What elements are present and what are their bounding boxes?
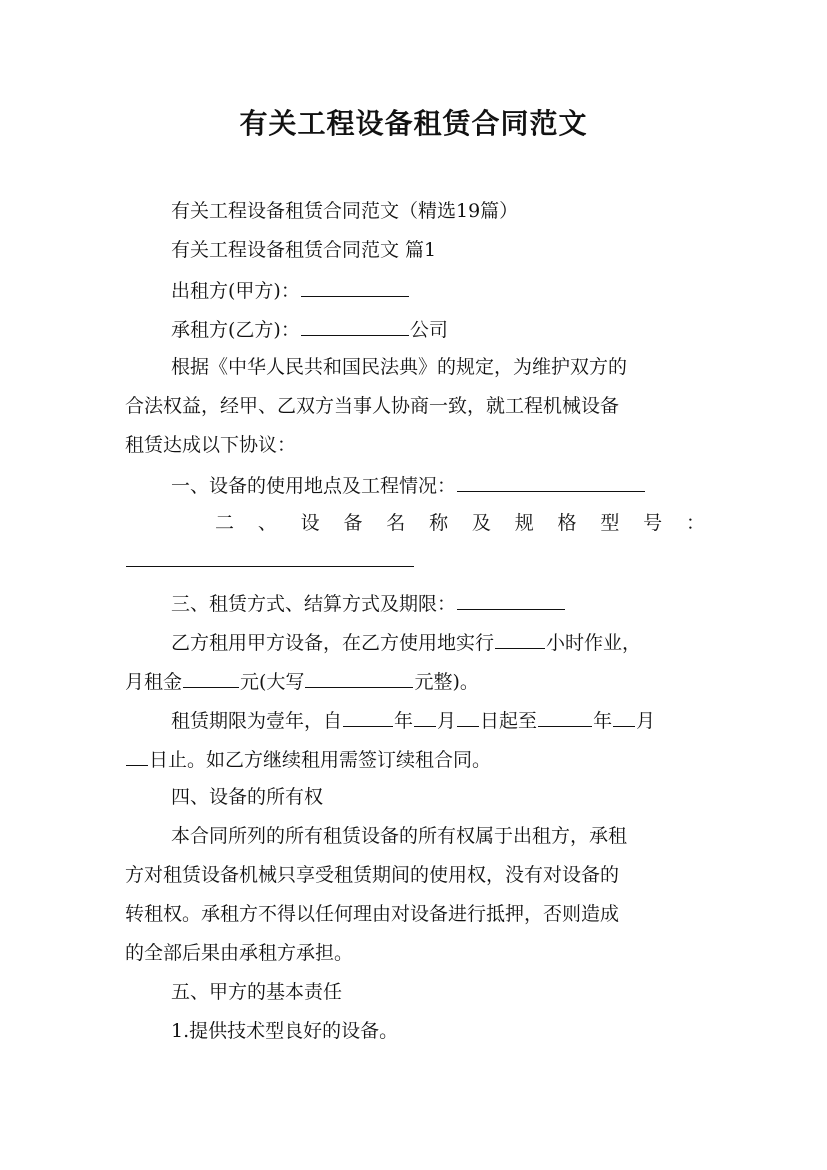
blank-field	[457, 589, 565, 610]
blank-field	[183, 667, 239, 688]
lessee-label: 承租方(乙方)：	[171, 319, 300, 341]
section-heading: 五、甲方的基本责任	[171, 981, 343, 1003]
heading-char: 、	[257, 512, 277, 534]
heading-char: 格	[557, 512, 577, 534]
blank-field	[301, 315, 409, 336]
text-run: 年	[394, 710, 414, 732]
heading-char: 号	[643, 512, 663, 534]
heading-char: 二	[215, 512, 235, 534]
paragraph-line	[125, 315, 705, 343]
blank-field	[126, 745, 148, 766]
section-heading: 三、租赁方式、结算方式及期限：	[171, 593, 457, 615]
paragraph-line: 租赁达成以下协议：	[125, 434, 297, 456]
blank-field	[457, 706, 479, 727]
text-run: 日起至	[480, 710, 538, 732]
text-run: 元(大写	[240, 671, 305, 693]
document-title: 有关工程设备租赁合同范文	[239, 107, 588, 140]
text-run: 小时作业，	[546, 632, 642, 654]
text-run: 月	[437, 710, 457, 732]
paragraph-line	[125, 706, 705, 734]
text-run: 月	[636, 710, 656, 732]
paragraph-line: 根据《中华人民共和国民法典》的规定，为维护双方的	[171, 356, 628, 378]
heading-char: 及	[471, 512, 491, 534]
heading-char: 规	[514, 512, 534, 534]
blank-field	[414, 706, 436, 727]
text-run: 月租金	[125, 671, 183, 693]
paragraph-line: 本合同所列的所有租赁设备的所有权属于出租方，承租	[171, 825, 628, 847]
section-heading: 一、设备的使用地点及工程情况：	[171, 475, 457, 497]
blank-field	[613, 706, 635, 727]
paragraph-line	[125, 667, 705, 695]
paragraph-line	[125, 471, 705, 499]
paragraph-line: 1.提供技术型良好的设备。	[171, 1020, 399, 1042]
text-run: 租赁期限为壹年，自	[171, 710, 343, 732]
paragraph-line: 的全部后果由承租方承担。	[125, 942, 354, 964]
paragraph-line	[125, 589, 705, 617]
blank-field	[305, 667, 413, 688]
blank-field	[457, 471, 645, 492]
blank-field	[538, 706, 592, 727]
blank-field	[301, 276, 409, 297]
lessor-label: 出租方(甲方)：	[171, 280, 300, 302]
company-suffix: 公司	[409, 319, 448, 341]
section-heading: 四、设备的所有权	[171, 786, 324, 808]
paragraph-line: 转租权。承租方不得以任何理由对设备进行抵押，否则造成	[125, 903, 620, 925]
heading-char: 设	[300, 512, 320, 534]
heading-char: 名	[386, 512, 406, 534]
spread-heading-line	[125, 510, 705, 536]
blank-field	[495, 628, 545, 649]
text-run: 日止。如乙方继续租用需签订续租合同。	[149, 749, 492, 771]
paragraph-line	[125, 546, 705, 574]
heading-char: 型	[600, 512, 620, 534]
heading-char: 称	[429, 512, 449, 534]
paragraph-line: 有关工程设备租赁合同范文 篇1	[171, 239, 437, 261]
blank-field	[126, 546, 414, 567]
heading-char: ：	[685, 512, 705, 534]
text-run: 年	[593, 710, 613, 732]
text-run: 元整)。	[414, 671, 479, 693]
paragraph-line	[125, 276, 705, 304]
paragraph-line	[125, 745, 705, 773]
paragraph-line	[125, 628, 705, 656]
text-run: 乙方租用甲方设备，在乙方使用地实行	[171, 632, 495, 654]
blank-field	[343, 706, 393, 727]
paragraph-line: 合法权益，经甲、乙双方当事人协商一致，就工程机械设备	[125, 395, 620, 417]
heading-char: 备	[343, 512, 363, 534]
paragraph-line: 有关工程设备租赁合同范文（精选19篇）	[171, 200, 519, 222]
paragraph-line: 方对租赁设备机械只享受租赁期间的使用权，没有对设备的	[125, 864, 620, 886]
